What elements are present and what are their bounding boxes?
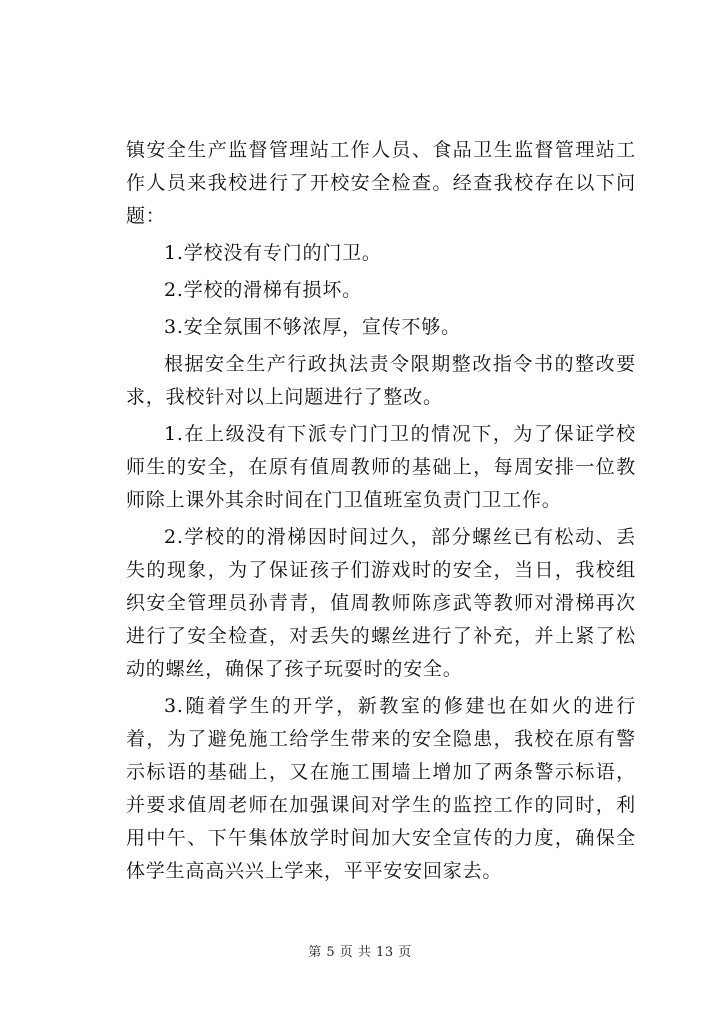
paragraph-rectification-1: 1.在上级没有下派专门门卫的情况下，为了保证学校师生的安全，在原有值周教师的基础上，每周安排一位教师除上课外其余时间在门卫值班室负责门卫工作。 bbox=[126, 423, 636, 511]
paragraph-problem-1: 1.学校没有专门的门卫。 bbox=[164, 242, 382, 264]
paragraph-problem-3: 3.安全氛围不够浓厚，宣传不够。 bbox=[164, 316, 461, 338]
document-body bbox=[126, 134, 636, 892]
page-number: 第 5 页 共 13 页 bbox=[308, 945, 412, 960]
paragraph-problem-2: 2.学校的滑梯有损坏。 bbox=[164, 279, 362, 301]
paragraph-rectification-2: 2.学校的的滑梯因时间过久，部分螺丝已有松动、丢失的现象，为了保证孩子们游戏时的安全，当日，我校组织安全管理员孙青青，值周教师陈彦武等教师对滑梯再次进行了安全检查，对丢失的螺丝进行了补充，并上紧了松动的螺丝，确保了孩子玩耍时的安全。 bbox=[126, 526, 636, 680]
paragraph-rectification-3: 3.随着学生的开学，新教室的修建也在如火的进行着，为了避免施工给学生带来的安全隐患，我校在原有警示标语的基础上，又在施工围墙上增加了两条警示标语，并要求值周老师在加强课间对学生的监控工作的同时，利用中午、下午集体放学时间加大安全宣传的力度，确保全体学生高高兴兴上学来，平平安安回家去。 bbox=[126, 695, 636, 882]
paragraph-intro: 镇安全生产监督管理站工作人员、食品卫生监督管理站工作人员来我校进行了开校安全检查。经查我校存在以下问题： bbox=[126, 139, 636, 227]
paragraph-rectification-intro: 根据安全生产行政执法责令限期整改指令书的整改要求，我校针对以上问题进行了整改。 bbox=[126, 353, 636, 408]
page-footer bbox=[0, 941, 720, 960]
